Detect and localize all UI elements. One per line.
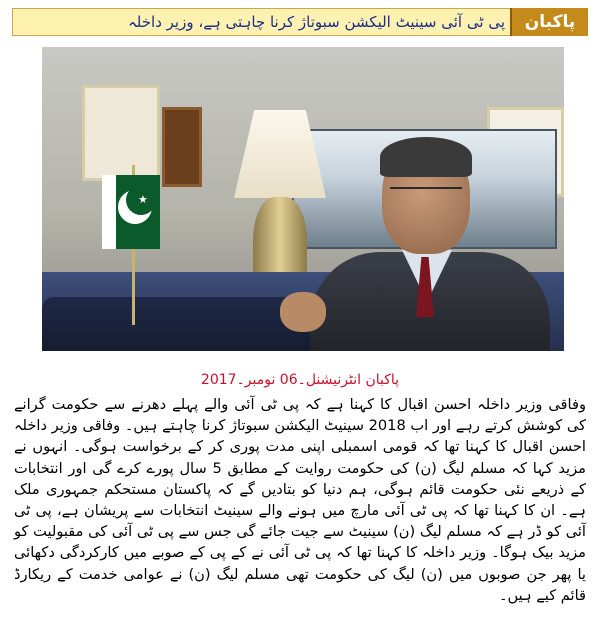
wall-plaque: [162, 107, 202, 187]
news-photo: [42, 47, 564, 351]
wall-certificate: [82, 85, 160, 181]
dateline: پاکبان انٹرنیشنل۔06 نومبر۔2017: [200, 372, 400, 388]
pakban-logo: پاکبان: [510, 8, 588, 36]
star-icon: ★: [138, 193, 148, 206]
glasses-icon: [390, 187, 462, 201]
headline-text: پی ٹی آئی سینیٹ الیکشن سبوتاژ کرنا چاہتی ہے، وزیر داخلہ: [128, 13, 505, 31]
minister-hair: [380, 137, 472, 177]
headline-banner: [12, 8, 588, 36]
article-body: وفاقی وزیر داخلہ احسن اقبال کا کہنا ہے کہ پی ٹی آئی والے پہلے دھرنے سے حکومت گرانے کی کوشش کرتے رہے اور اب 2018 سینیٹ الیکشن سبوتاژ کرنا چاہتے ہیں۔ وفاقی وزیر داخلہ احسن اقبال کا کہنا تھا کہ قومی اسمبلی اپنی مدت پوری کر کے برخواست ہوگی۔ انہوں نے مزید کہا کہ مسلم لیگ (ن) کی حکومت روایت کے مطابق 5 سال پورے کرے گی اور انتخابات کے ذریعے نئی حکومت قائم ہوگی، ہم دنیا کو بتادیں گے کہ پاکستان مستحکم جمہوری ملک ہے۔ ان کا کہنا تھا کہ پی ٹی آئی مارچ میں ہونے والے سینیٹ انتخابات سے پریشان ہے، پی ٹی آئی کو ڈر ہے کہ مسلم لیگ (ن) سینیٹ سے جیت جائے گی جس سے پی ٹی آئی کی مقبولیت کو مزید بیک ہوگا۔ وزیر داخلہ کا کہنا تھا کہ پی ٹی آئی نے کے پی کے صوبے میں کارکردگی دکھائی یا پھر جن صوبوں میں (ن) لیگ کی حکومت تھی مسلم لیگ (ن) نے عوامی خدمت کے ریکارڈ قائم کیے ہیں۔: [14, 396, 586, 604]
minister-hand: [280, 292, 326, 332]
